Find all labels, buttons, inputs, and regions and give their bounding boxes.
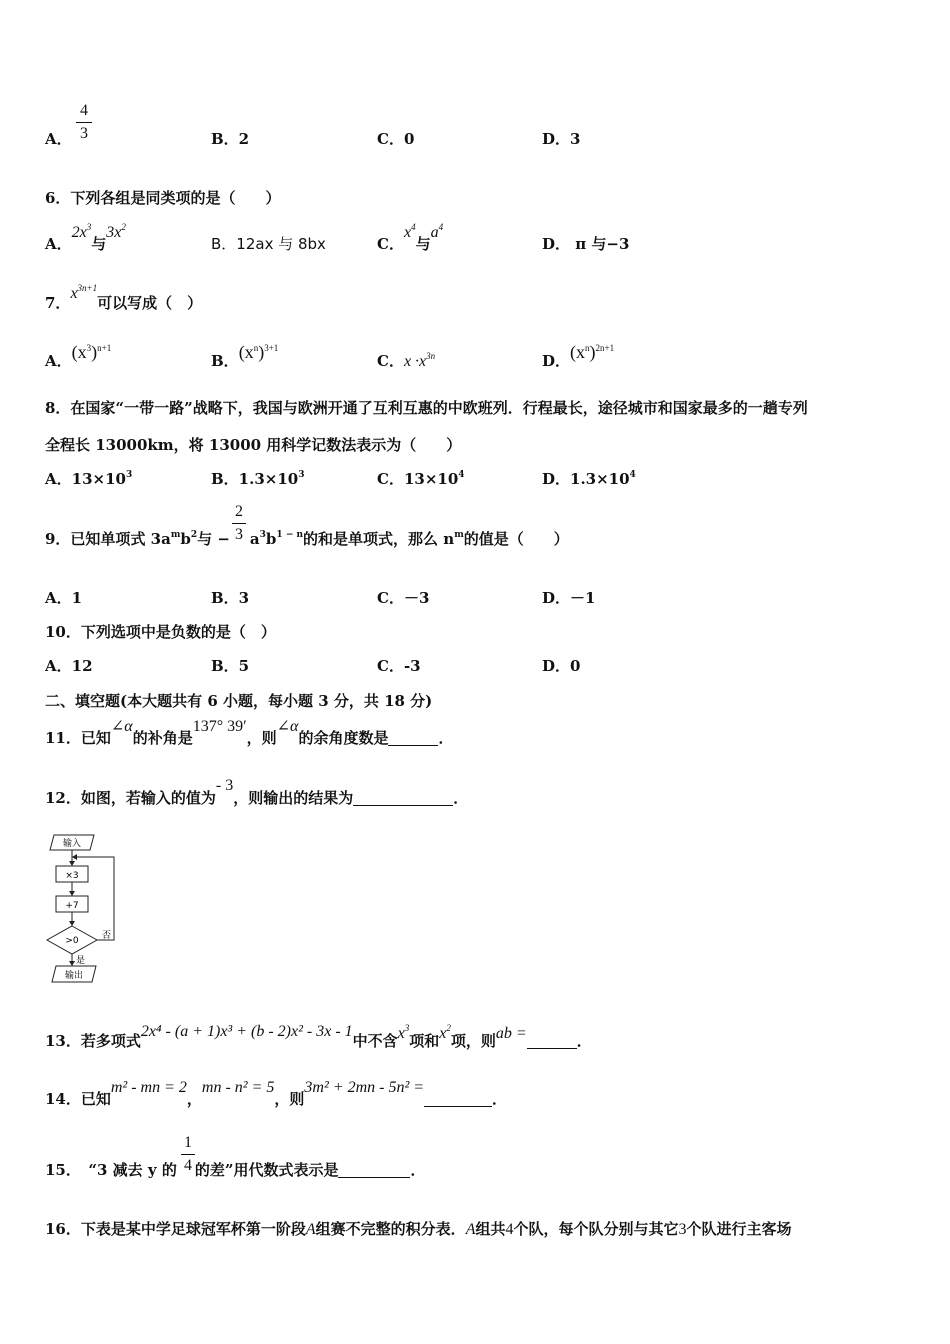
answer-blank (424, 1092, 492, 1107)
q10-stem: 10．下列选项中是负数的是（ ） (45, 623, 276, 641)
q8-option-b: B．$1.3\times 10^3$ (211, 470, 305, 488)
q9-option-a: A．1 (45, 589, 83, 607)
flow-input-label: 输入 (62, 839, 82, 849)
q8-stem-line2: 全程长 13000km，将 13000 用科学记数法表示为（ ） (45, 436, 462, 454)
q15-stem: 15． “3 减去 y 的 的差”用代数式表示是 ． (45, 1161, 426, 1179)
q9-fraction (232, 503, 246, 544)
q14-stem: 14．已知m² - mn = 2，mn - n² = 5，则3m² + 2mn - 5n² =． (45, 1079, 508, 1108)
q6-stem: 6．下列各组是同类项的是（ ） (45, 189, 281, 207)
answer-blank (338, 1163, 410, 1178)
flow-output-label: 输出 (64, 971, 84, 981)
answer-blank (353, 791, 453, 806)
q8-option-c: C．$13\times 10^4$ (377, 470, 465, 488)
flow-no-label: 否 (102, 931, 112, 941)
fraction-numerator: 4 (80, 102, 88, 119)
flow-yes-label: 是 (76, 956, 86, 966)
section-title: 二、填空题(本大题共有 6 小题，每小题 3 分，共 18 分) (45, 692, 433, 710)
q5-option-c: C．0 (377, 130, 415, 148)
q7-option-d: D．$(x^n)^{2n+1}$ (542, 342, 615, 370)
flowchart (44, 830, 124, 992)
q13-stem: 13．若多项式2x⁴ - (a + 1)x³ + (b - 2)x² - 3x - 1中不含$x^3$项和$x^2$项，则ab = ． (45, 1023, 592, 1050)
q9-option-d: D．－1 (542, 589, 596, 607)
q8-stem-line1: 8．在国家“一带一路”战略下，我国与欧洲开通了互利互惠的中欧班列．行程最长，途径城市和国家最多的一趟专列 (45, 399, 808, 417)
q12-stem: 12．如图，若输入的值为- 3，则输出的结果为 ． (45, 777, 469, 807)
fraction-numerator: 2 (235, 503, 243, 520)
q7-stem: 7．$x^{3n+1}$可以写成（ ） (45, 283, 203, 312)
q11-stem: 11．已知∠α的补角是137° 39′，则∠α的余角度数是 ． (45, 718, 454, 747)
q5-option-b: B．2 (211, 130, 250, 148)
fraction-denominator: 3 (235, 526, 243, 543)
flow-times3-label: ×3 (65, 871, 79, 881)
q5-option-d: D．3 (542, 130, 581, 148)
answer-blank (527, 1034, 577, 1049)
q9-stem: 9．已知单项式 $3a^mb^2$与 − $a^3b^{1 - n}$的和是单项式，那么 $n^m$的值是（ ） (45, 530, 569, 548)
q8-option-a: A．$13\times 10^3$ (45, 470, 133, 488)
q10-option-a: A．12 (45, 657, 93, 675)
q15-fraction (181, 1134, 195, 1175)
q10-option-c: C．-3 (377, 657, 421, 675)
q7-option-a: A．$(x^3)^{n+1}$ (45, 342, 112, 370)
fraction-denominator: 4 (184, 1157, 192, 1174)
fraction-denominator: 3 (80, 125, 88, 142)
q6-option-b: B．12ax 与 8bx (211, 235, 326, 253)
q7-option-b: B．$(x^n)^{3+1}$ (211, 342, 279, 370)
flow-condition-label: >0 (65, 936, 79, 946)
q16-stem: 16．下表是某中学足球冠军杯第一阶段A组赛不完整的积分表．A组共4个队，每个队分别与其它3个队进行主客场 (45, 1220, 792, 1238)
q5-option-a-label: A． (45, 130, 72, 148)
q8-option-d: D．$1.3\times 10^4$ (542, 470, 636, 488)
q7-option-c: C．$x \cdot x^{3n}$ (377, 351, 436, 370)
q6-option-a: A．$2x^3$与$3x^2$ (45, 222, 126, 253)
q6-option-c: C．$x^4$与$a^4$ (377, 222, 444, 253)
q5-option-a-fraction (76, 102, 92, 143)
fraction-numerator: 1 (184, 1134, 192, 1151)
q10-option-b: B．5 (211, 657, 250, 675)
answer-blank (388, 731, 438, 746)
q9-option-b: B．3 (211, 589, 250, 607)
q6-option-d: D． π 与−3 (542, 235, 630, 253)
flow-plus7-label: +7 (65, 901, 79, 911)
q10-option-d: D．0 (542, 657, 581, 675)
q9-option-c: C．－3 (377, 589, 430, 607)
